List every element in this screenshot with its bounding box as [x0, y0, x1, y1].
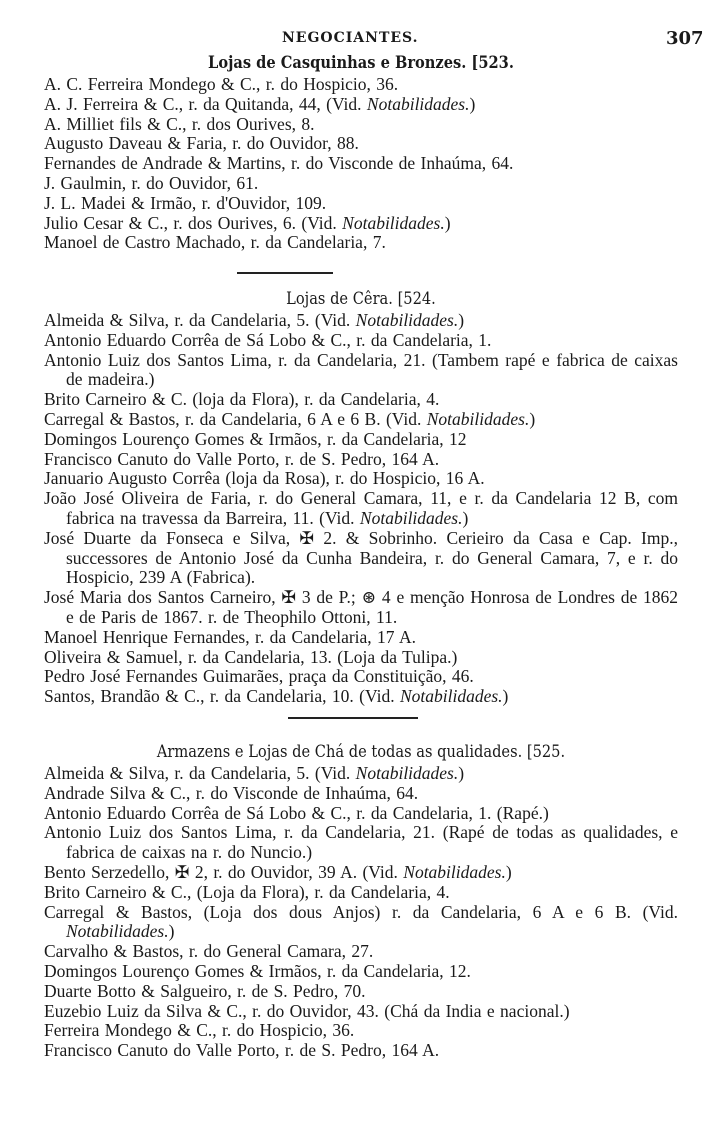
directory-entry — [44, 174, 678, 194]
directory-entry — [44, 95, 678, 115]
entry-text: Brito Carneiro & C. (loja da Flora), r. da Candelaria, 4. — [44, 389, 440, 410]
directory-entry — [44, 628, 678, 648]
entry-reference: Notabilidades. — [66, 921, 169, 942]
page-number: 307 — [666, 28, 704, 49]
directory-entry — [44, 1041, 678, 1061]
entry-text: ) — [444, 212, 451, 233]
directory-entry — [44, 804, 678, 824]
directory-entry — [44, 784, 678, 804]
directory-entry — [44, 489, 678, 529]
directory-entry — [44, 764, 678, 784]
directory-entry — [44, 687, 678, 707]
section-casquinhas-bronzes — [44, 53, 678, 253]
entry-text: Ferreira Mondego & C., r. do Hospicio, 36. — [44, 1020, 355, 1041]
directory-entry — [44, 154, 678, 174]
directory-entry — [44, 903, 678, 943]
entry-text: José Duarte da Fonseca e Silva, ✠ 2. & Sobrinho. Cerieiro da Casa e Cap. Imp., successores de Antonio José da Cunha Bandeira, r. do General Camara, 7, e r. do Hospicio, 239 A (Fabrica). — [44, 527, 678, 588]
section-divider — [288, 717, 418, 719]
entry-text: Manoel Henrique Fernandes, r. da Candelaria, 17 A. — [44, 626, 416, 647]
entry-text: Antonio Luiz dos Santos Lima, r. da Candelaria, 21. (Rapé de todas as qualidades, e fabrica de caixas na r. do Nuncio.) — [44, 822, 678, 863]
entry-reference: Notabilidades. — [342, 212, 445, 233]
running-title: NEGOCIANTES. — [282, 30, 419, 46]
directory-entry — [44, 115, 678, 135]
entry-reference: Notabilidades. — [399, 686, 503, 707]
entry-text: A. C. Ferreira Mondego & C., r. do Hospicio, 36. — [44, 74, 399, 94]
directory-entry — [44, 883, 678, 903]
entry-reference: Notabilidades. — [355, 763, 459, 783]
directory-entry — [44, 942, 678, 962]
entry-text: Bento Serzedello, ✠ 2, r. do Ouvidor, 39 A. (Vid. — [44, 861, 404, 882]
entry-text: ) — [458, 763, 465, 783]
entry-text: A. J. Ferreira & C., r. da Quitanda, 44, (Vid. — [44, 93, 367, 114]
entry-text: Antonio Luiz dos Santos Lima, r. da Candelaria, 21. (Tambem rapé e fabrica de caixas de madeira.) — [44, 349, 678, 390]
directory-entry — [44, 667, 678, 687]
entry-text: Fernandes de Andrade & Martins, r. do Visconde de Inhaúma, 64. — [44, 153, 514, 174]
entry-list — [44, 75, 678, 253]
entry-text: J. Gaulmin, r. do Ouvidor, 61. — [44, 172, 259, 193]
directory-entry — [44, 194, 678, 214]
entry-text: Carregal & Bastos, (Loja dos dous Anjos) r. da Candelaria, 6 A e 6 B. (Vid. — [44, 901, 678, 922]
entry-text: ) — [458, 310, 465, 330]
directory-entry — [44, 1002, 678, 1022]
entry-text: José Maria dos Santos Carneiro, ✠ 3 de P.; ⊛ 4 e menção Honrosa de Londres de 1862 e de Paris de 1867. r. de Theophilo Ottoni, 11. — [44, 587, 678, 627]
entry-text: Pedro José Fernandes Guimarães, praça da Constituição, 46. — [44, 666, 474, 687]
directory-entry — [44, 390, 678, 410]
entry-text: Oliveira & Samuel, r. da Candelaria, 13. (Loja da Tulipa.) — [44, 646, 458, 667]
directory-entry — [44, 648, 678, 668]
entry-text: J. L. Madei & Irmão, r. d'Ouvidor, 109. — [44, 192, 327, 213]
directory-entry — [44, 823, 678, 863]
directory-entry — [44, 75, 678, 95]
entry-text: Antonio Eduardo Corrêa de Sá Lobo & C., r. da Candelaria, 1. — [44, 329, 492, 350]
entry-text: Domingos Lourenço Gomes & Irmãos, r. da Candelaria, 12 — [44, 428, 467, 449]
directory-entry — [44, 469, 678, 489]
running-head — [0, 30, 715, 52]
section-heading: Lojas de Cêra. [524. — [286, 289, 436, 309]
directory-entry — [44, 588, 678, 628]
directory-entry — [44, 311, 678, 331]
directory-entry — [44, 430, 678, 450]
directory-entry — [44, 982, 678, 1002]
section-divider — [237, 272, 333, 274]
entry-text: Augusto Daveau & Faria, r. do Ouvidor, 88. — [44, 133, 359, 154]
entry-text: Julio Cesar & C., r. dos Ourives, 6. (Vid. — [44, 212, 343, 233]
entry-list — [44, 311, 678, 707]
entry-text: Brito Carneiro & C., (Loja da Flora), r. da Candelaria, 4. — [44, 881, 450, 902]
entry-text: Almeida & Silva, r. da Candelaria, 5. (Vid. — [44, 763, 356, 783]
entry-text: ) — [529, 408, 536, 429]
section-heading: Armazens e Lojas de Chá de todas as qualidades. [525. — [156, 742, 566, 762]
entry-text: Manoel de Castro Machado, r. da Candelaria, 7. — [44, 232, 386, 253]
directory-entry — [44, 331, 678, 351]
entry-text: Carregal & Bastos, r. da Candelaria, 6 A e 6 B. (Vid. — [44, 408, 427, 429]
entry-text: ) — [502, 686, 509, 707]
entry-text: João José Oliveira de Faria, r. do General Camara, 11, e r. da Candelaria 12 B, com fabrica na travessa da Barreira, 11. (Vid. — [44, 488, 678, 528]
section-heading: Lojas de Casquinhas e Bronzes. [523. — [208, 53, 514, 73]
directory-entry — [44, 962, 678, 982]
entry-reference: Notabilidades. — [355, 310, 459, 330]
entry-text: Francisco Canuto do Valle Porto, r. de S. Pedro, 164 A. — [44, 1040, 440, 1061]
directory-entry — [44, 134, 678, 154]
section-cha — [44, 742, 678, 1061]
entry-text: Januario Augusto Corrêa (loja da Rosa), r. do Hospicio, 16 A. — [44, 468, 485, 489]
entry-text: Santos, Brandão & C., r. da Candelaria, 10. (Vid. — [44, 686, 400, 707]
directory-entry — [44, 351, 678, 391]
directory-entry — [44, 410, 678, 430]
entry-text: ) — [505, 861, 512, 882]
entry-text: Andrade Silva & C., r. do Visconde de Inhaúma, 64. — [44, 782, 419, 803]
entry-text: Euzebio Luiz da Silva & C., r. do Ouvidor, 43. (Chá da India e nacional.) — [44, 1000, 570, 1021]
entry-text: Francisco Canuto do Valle Porto, r. de S. Pedro, 164 A. — [44, 448, 440, 469]
directory-entry — [44, 529, 678, 588]
entry-text: ) — [462, 507, 469, 528]
directory-entry — [44, 450, 678, 470]
entry-text: Domingos Lourenço Gomes & Irmãos, r. da Candelaria, 12. — [44, 960, 471, 981]
entry-reference: Notabilidades. — [359, 507, 463, 528]
entry-text: A. Milliet fils & C., r. dos Ourives, 8. — [44, 113, 315, 134]
entry-reference: Notabilidades. — [403, 861, 506, 882]
directory-entry — [44, 233, 678, 253]
entry-text: Duarte Botto & Salgueiro, r. de S. Pedro, 70. — [44, 980, 366, 1001]
entry-text: Antonio Eduardo Corrêa de Sá Lobo & C., r. da Candelaria, 1. (Rapé.) — [44, 802, 549, 823]
directory-entry — [44, 863, 678, 883]
entry-text: Almeida & Silva, r. da Candelaria, 5. (Vid. — [44, 310, 356, 330]
directory-entry — [44, 214, 678, 234]
directory-entry — [44, 1021, 678, 1041]
entry-reference: Notabilidades. — [426, 408, 530, 429]
section-cera — [44, 289, 678, 707]
entry-list — [44, 764, 678, 1061]
entry-text: Carvalho & Bastos, r. do General Camara, 27. — [44, 941, 374, 962]
entry-text: ) — [168, 921, 175, 942]
entry-text: ) — [469, 93, 476, 114]
entry-reference: Notabilidades. — [366, 93, 470, 114]
